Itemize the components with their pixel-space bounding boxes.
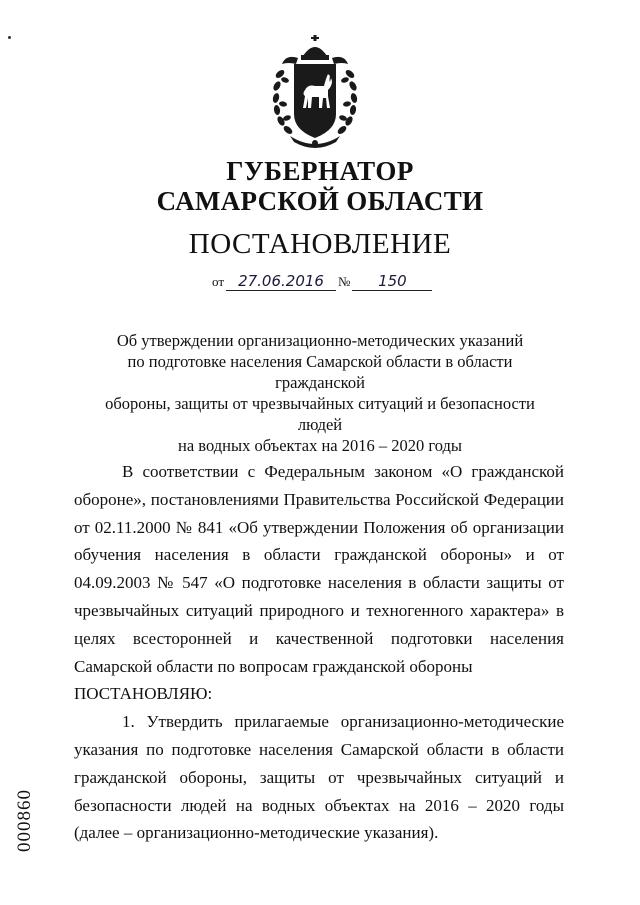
handwritten-number: 150 [352, 272, 432, 291]
subject-line: на водных объектах на 2016 – 2020 годы [178, 436, 462, 455]
subject-line: Об утверждении организационно-методических указаний [116, 331, 524, 350]
document-subject [100, 330, 540, 456]
subject-line: обороны, защиты от чрезвычайных ситуаций и безопасности людей [105, 394, 535, 434]
preamble-paragraph: В соответствии с Федеральным законом «О гражданской обороне», постановлениями Правительства Российской Федерации от 02.11.2000 № 841 «Об утверждении Положения об организации обучения населения в области гражданской обороны» и от 04.09.2003 № 547 «О подготовке населения в области защиты от чрезвычайных ситуаций природного и техногенного характера» в целях всесторонней и качественной подготовки населения Самарской области по вопросам гражданской обороны [74, 462, 564, 676]
left-wreath [272, 68, 294, 135]
region-title: САМАРСКОЙ ОБЛАСТИ [156, 186, 484, 216]
document-body [74, 458, 564, 847]
document-type: ПОСТАНОВЛЕНИЕ [188, 228, 452, 260]
subject-line: по подготовке населения Самарской области в области гражданской [127, 352, 513, 392]
clause-1-paragraph: 1. Утвердить прилагаемые организационно-методические указания по подготовке населения Самарской области в области гражданской обороны, защиты от чрезвычайных ситуаций и безопасности людей на водных объектах на 2016 – 2020 годы (далее – организационно-методические указания). [74, 712, 564, 843]
decree-word: ПОСТАНОВЛЯЮ: [74, 684, 213, 704]
coat-of-arms-emblem [268, 34, 362, 152]
left-ribbon [282, 57, 298, 64]
margin-stamp-number: 000860 [14, 789, 35, 852]
date-number-line [212, 272, 432, 291]
right-wreath [336, 68, 358, 135]
date-prefix: от [212, 274, 225, 289]
right-ribbon [332, 57, 348, 64]
governor-title: ГУБЕРНАТОР [226, 156, 414, 186]
number-sign: № [338, 274, 351, 289]
shield-icon [294, 64, 336, 138]
base-knot [312, 140, 318, 146]
handwritten-date: 27.06.2016 [226, 272, 336, 291]
scan-speck [8, 36, 11, 39]
crown-icon [301, 35, 329, 60]
